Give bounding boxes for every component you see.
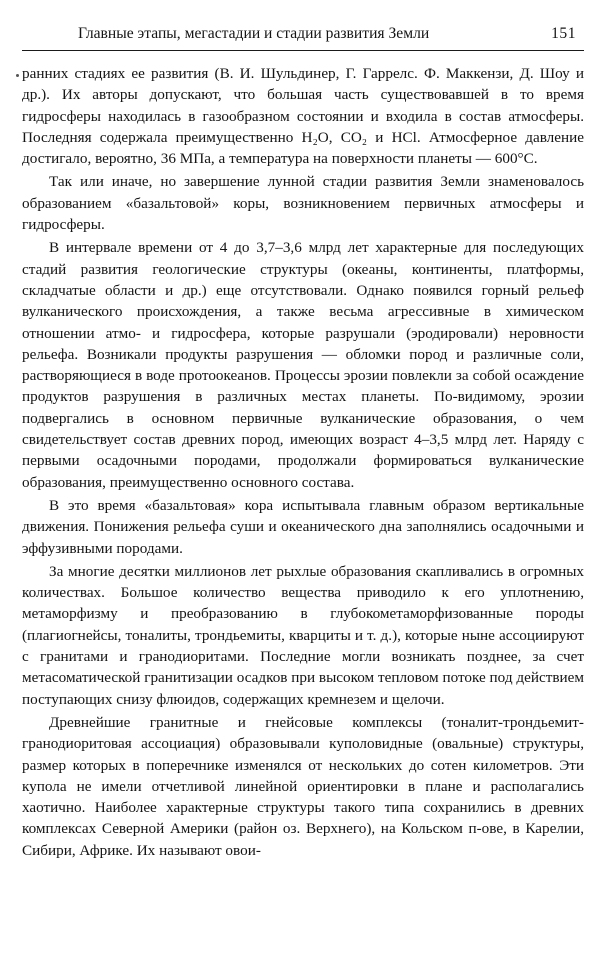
running-header — [22, 22, 584, 51]
paragraph-3: В интервале времени от 4 до 3,7–3,6 млрд лет характерные для последующих стадий развития геологические структуры (океаны, континенты, платформы, складчатые области и др.) еще отсутствовали. Однако появился горный рельеф вулканического происхождения, а также весьма агрессивные в химическом отношении атмо- и гидросфера, которые разрушали (эродировали) неровности рельефа. Возникали продукты разрушения — обломки пород и различные соли, растворяющиеся в воде протоокеанов. Процессы эрозии повлекли за собой осаждение продуктов разрушения в различных местах планеты. По-видимому, эрозии подвергались в основном первичные вулканические образования, о чем свидетельствует состав древних пород, имеющих возраст 4–3,5 млрд лет. Наряду с первыми осадочными породами, продолжали формироваться вулканические образования, преимущественно основного состава. — [22, 239, 584, 491]
paragraph-4: В это время «базальтовая» кора испытывала главным образом вертикальные движения. Понижения рельефа суши и океанического дна заполнялись осадочными и эффузивными породами. — [22, 496, 584, 557]
body-text — [22, 63, 584, 861]
book-page — [22, 22, 584, 957]
chapter-title: Главные этапы, мегастадии и стадии развития Земли — [78, 25, 430, 42]
paragraph-2: Так или иначе, но завершение лунной стадии развития Земли знаменовалось образованием «базальтовой» коры, возникновением первичных атмосферы и гидросферы. — [22, 173, 584, 234]
paragraph-6: Древнейшие гранитные и гнейсовые комплексы (тоналит-трондьемит-гранодиоритовая ассоциация) образовывали куполовидные (овальные) структуры, размер которых в поперечнике изменялся от нескольких до сотен километров. Эти купола не имели отчетливой линейной ориентировки в плане и располагались хаотично. Наиболее характерные структуры такого типа сохранились в древних комплексах Северной Америки (район оз. Верхнего), на Кольском п-ове, в Карелии, Сибири, Африке. Их называют овои- — [22, 713, 584, 859]
page-number: 151 — [551, 25, 576, 42]
paragraph-5: За многие десятки миллионов лет рыхлые образования скапливались в огромных количествах. Большое количество вещества приводило к его уплотнению, метаморфизму и преобразованию в глубокометаморфизованные породы (плагиогнейсы, тоналиты, трондьемиты, кварциты и т. д.), которые ныне ассоциируют с гранитами и гранодиоритами. Последние могли возникать позднее, за счет метасоматической гранитизации осадков при высоком тепловом потоке под действием поступающих снизу флюидов, содержащих кремнезем и щелочи. — [22, 562, 584, 708]
scan-speck — [16, 74, 19, 77]
paragraph-1: ранних стадиях ее развития (В. И. Шульдинер, Г. Гаррелс. Ф. Маккензи, Д. Шоу и др.). Их авторы допускают, что большая часть существовавшей в то время гидросферы находилась в газообразном состоянии и входила в состав атмосферы. Последняя содержала преимущественно H₂O, CO₂ и HCl. Атмосферное давление достигало, вероятно, 36 МПа, а температура на поверхности планеты — 600°С. — [22, 65, 584, 168]
